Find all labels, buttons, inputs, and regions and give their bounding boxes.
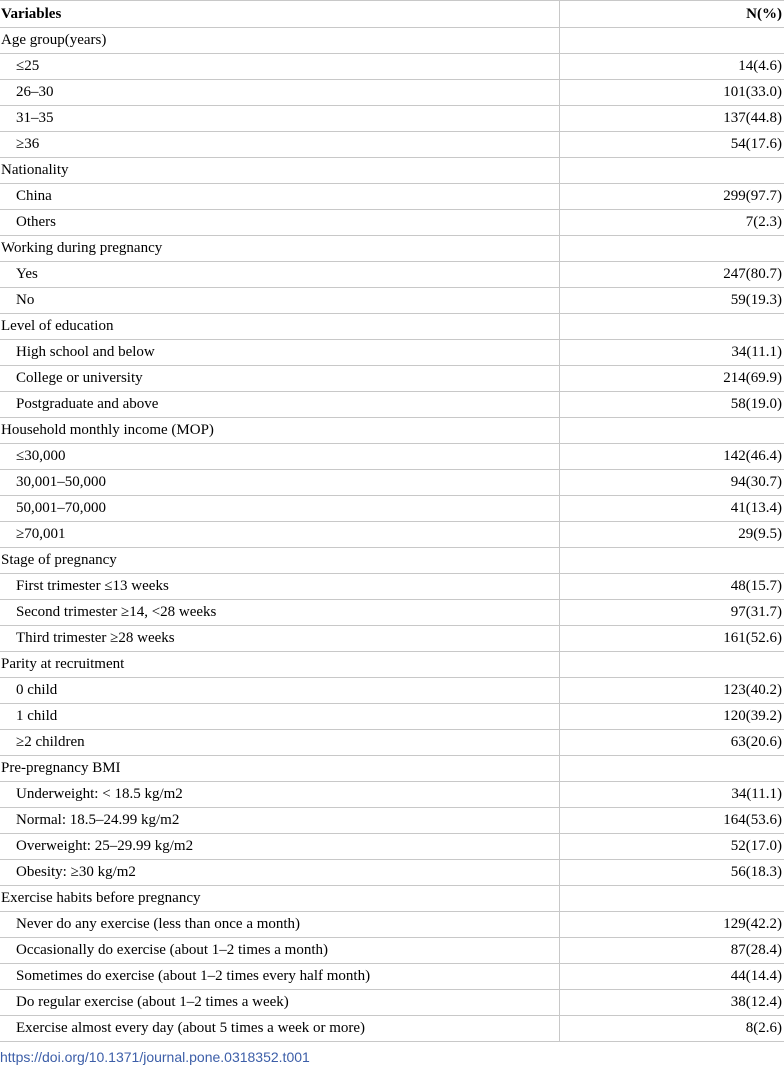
group-row xyxy=(0,652,784,678)
row-value: 97(31.7) xyxy=(559,600,784,626)
row-value: 214(69.9) xyxy=(559,366,784,392)
table-row xyxy=(0,184,784,210)
row-value: 247(80.7) xyxy=(559,262,784,288)
row-value: 87(28.4) xyxy=(559,938,784,964)
row-value: 299(97.7) xyxy=(559,184,784,210)
group-title: Household monthly income (MOP) xyxy=(0,418,559,444)
row-value: 38(12.4) xyxy=(559,990,784,1016)
group-value-empty xyxy=(559,418,784,444)
group-title: Stage of pregnancy xyxy=(0,548,559,574)
row-label: Third trimester ≥28 weeks xyxy=(0,626,559,652)
table-row xyxy=(0,392,784,418)
row-label: ≥36 xyxy=(0,132,559,158)
row-label: ≤30,000 xyxy=(0,444,559,470)
table-row xyxy=(0,782,784,808)
table-row xyxy=(0,54,784,80)
table-row xyxy=(0,808,784,834)
group-value-empty xyxy=(559,314,784,340)
row-label: Obesity: ≥30 kg/m2 xyxy=(0,860,559,886)
table-row xyxy=(0,1016,784,1042)
table-row xyxy=(0,678,784,704)
table-row xyxy=(0,496,784,522)
row-label: First trimester ≤13 weeks xyxy=(0,574,559,600)
table-row xyxy=(0,210,784,236)
table-row xyxy=(0,470,784,496)
table-row xyxy=(0,600,784,626)
row-label: Occasionally do exercise (about 1–2 times a month) xyxy=(0,938,559,964)
table-row xyxy=(0,262,784,288)
table-row xyxy=(0,730,784,756)
row-value: 120(39.2) xyxy=(559,704,784,730)
row-value: 58(19.0) xyxy=(559,392,784,418)
row-value: 164(53.6) xyxy=(559,808,784,834)
group-value-empty xyxy=(559,158,784,184)
table-row xyxy=(0,366,784,392)
row-label: 1 child xyxy=(0,704,559,730)
table-row xyxy=(0,990,784,1016)
table-body xyxy=(0,28,784,1042)
row-label: Second trimester ≥14, <28 weeks xyxy=(0,600,559,626)
row-label: Exercise almost every day (about 5 times a week or more) xyxy=(0,1016,559,1042)
row-label: Do regular exercise (about 1–2 times a week) xyxy=(0,990,559,1016)
row-label: 50,001–70,000 xyxy=(0,496,559,522)
row-value: 29(9.5) xyxy=(559,522,784,548)
group-value-empty xyxy=(559,756,784,782)
table-row xyxy=(0,860,784,886)
table-row xyxy=(0,626,784,652)
row-label: College or university xyxy=(0,366,559,392)
row-label: Others xyxy=(0,210,559,236)
row-label: ≥2 children xyxy=(0,730,559,756)
table-row xyxy=(0,80,784,106)
row-value: 8(2.6) xyxy=(559,1016,784,1042)
row-label: 26–30 xyxy=(0,80,559,106)
table-row xyxy=(0,340,784,366)
row-value: 101(33.0) xyxy=(559,80,784,106)
variables-header: Variables xyxy=(0,1,559,28)
table-row xyxy=(0,444,784,470)
percent-header: N(%) xyxy=(559,1,784,28)
row-value: 161(52.6) xyxy=(559,626,784,652)
row-value: 137(44.8) xyxy=(559,106,784,132)
group-row xyxy=(0,236,784,262)
row-label: ≤25 xyxy=(0,54,559,80)
row-label: ≥70,001 xyxy=(0,522,559,548)
row-value: 7(2.3) xyxy=(559,210,784,236)
table-row xyxy=(0,912,784,938)
group-value-empty xyxy=(559,652,784,678)
group-title: Nationality xyxy=(0,158,559,184)
row-value: 142(46.4) xyxy=(559,444,784,470)
row-label: No xyxy=(0,288,559,314)
row-value: 48(15.7) xyxy=(559,574,784,600)
table-row xyxy=(0,574,784,600)
row-label: 0 child xyxy=(0,678,559,704)
row-label: 30,001–50,000 xyxy=(0,470,559,496)
table-row xyxy=(0,704,784,730)
table-row xyxy=(0,288,784,314)
row-value: 123(40.2) xyxy=(559,678,784,704)
group-row xyxy=(0,756,784,782)
doi-link[interactable]: https://doi.org/10.1371/journal.pone.0318352.t001 xyxy=(0,1049,310,1065)
row-value: 52(17.0) xyxy=(559,834,784,860)
group-value-empty xyxy=(559,28,784,54)
row-label: Normal: 18.5–24.99 kg/m2 xyxy=(0,808,559,834)
row-value: 44(14.4) xyxy=(559,964,784,990)
group-row xyxy=(0,28,784,54)
table-row xyxy=(0,106,784,132)
row-label: Never do any exercise (less than once a month) xyxy=(0,912,559,938)
row-value: 34(11.1) xyxy=(559,340,784,366)
row-label: Yes xyxy=(0,262,559,288)
table-row xyxy=(0,938,784,964)
group-title: Parity at recruitment xyxy=(0,652,559,678)
group-row xyxy=(0,548,784,574)
group-title: Level of education xyxy=(0,314,559,340)
group-title: Pre-pregnancy BMI xyxy=(0,756,559,782)
row-label: Overweight: 25–29.99 kg/m2 xyxy=(0,834,559,860)
table-row xyxy=(0,522,784,548)
table-row xyxy=(0,964,784,990)
row-label: China xyxy=(0,184,559,210)
group-row xyxy=(0,158,784,184)
group-value-empty xyxy=(559,886,784,912)
row-value: 59(19.3) xyxy=(559,288,784,314)
row-value: 63(20.6) xyxy=(559,730,784,756)
row-value: 54(17.6) xyxy=(559,132,784,158)
group-row xyxy=(0,418,784,444)
group-value-empty xyxy=(559,236,784,262)
row-label: Sometimes do exercise (about 1–2 times every half month) xyxy=(0,964,559,990)
table-row xyxy=(0,132,784,158)
table-row xyxy=(0,834,784,860)
group-title: Working during pregnancy xyxy=(0,236,559,262)
row-value: 14(4.6) xyxy=(559,54,784,80)
row-value: 41(13.4) xyxy=(559,496,784,522)
row-value: 34(11.1) xyxy=(559,782,784,808)
row-label: Postgraduate and above xyxy=(0,392,559,418)
row-label: 31–35 xyxy=(0,106,559,132)
header-row xyxy=(0,1,784,28)
group-value-empty xyxy=(559,548,784,574)
row-label: High school and below xyxy=(0,340,559,366)
row-label: Underweight: < 18.5 kg/m2 xyxy=(0,782,559,808)
group-row xyxy=(0,886,784,912)
group-row xyxy=(0,314,784,340)
row-value: 129(42.2) xyxy=(559,912,784,938)
row-value: 94(30.7) xyxy=(559,470,784,496)
group-title: Exercise habits before pregnancy xyxy=(0,886,559,912)
row-value: 56(18.3) xyxy=(559,860,784,886)
group-title: Age group(years) xyxy=(0,28,559,54)
